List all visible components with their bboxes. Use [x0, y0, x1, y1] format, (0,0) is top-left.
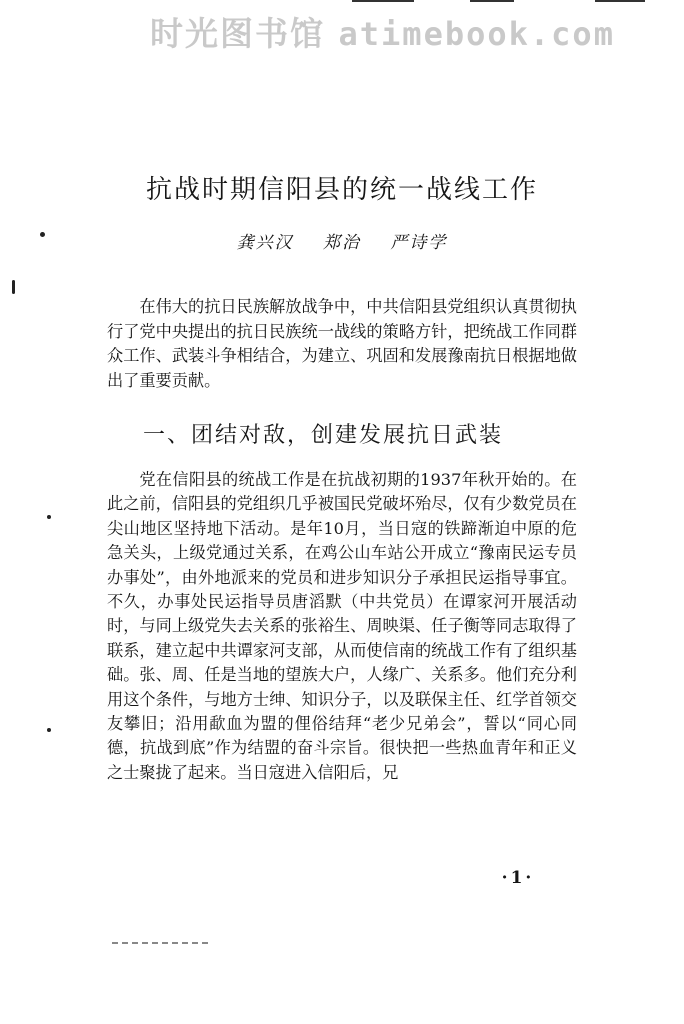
- intro-paragraph: 在伟大的抗日民族解放战争中，中共信阳县党组织认真贯彻执行了党中央提出的抗日民族统一战线的策略方针，把统战工作同群众工作、武装斗争相结合，为建立、巩固和发展豫南抗日根据地做出了重要贡献。: [107, 297, 577, 390]
- body-paragraph: 党在信阳县的统战工作是在抗战初期的1937年秋开始的。在此之前，信阳县的党组织几乎被国民党破坏殆尽，仅有少数党员在尖山地区坚持地下活动。是年10月，当日寇的铁蹄渐迫中原的危急关头，上级党通过关系，在鸡公山车站公开成立“豫南民运专员办事处”，由外地派来的党员和进步知识分子承担民运指导事宜。不久，办事处民运指导员唐滔默（中共党员）在谭家河开展活动时，与同上级党失去关系的张裕生、周映渠、任子衡等同志取得了联系，建立起中共谭家河支部，从而使信南的统战工作有了组织基础。张、周、任是当地的望族大户，人缘广、关系多。他们充分利用这个条件，与地方士绅、知识分子，以及联保主任、红学首领交友攀旧；沿用歃血为盟的俚俗结拜“老少兄弟会”，誓以“同心同德，抗战到底”作为结盟的奋斗宗旨。很快把一些热血青年和正义之士聚拢了起来。当日寇进入信阳后，兄: [107, 470, 577, 782]
- watermark-url: atimebook.com: [338, 15, 615, 53]
- scan-speck: [47, 515, 51, 519]
- top-scan-rule: [470, 0, 514, 2]
- page-number: ·1·: [501, 868, 535, 888]
- author-name: 郑治: [323, 233, 361, 253]
- scan-speck: [47, 728, 51, 732]
- author-name: 龚兴汉: [236, 233, 294, 253]
- top-scan-rule: [352, 0, 414, 2]
- scan-speck: [12, 280, 15, 294]
- author-name: 严诗学: [390, 233, 448, 253]
- section-heading: 一、团结对敌，创建发展抗日武装: [143, 423, 504, 448]
- scan-dash-line: [112, 942, 208, 944]
- article-title: 抗战时期信阳县的统一战线工作: [145, 175, 538, 205]
- top-scan-rule: [595, 0, 645, 2]
- scan-speck: [40, 232, 45, 237]
- watermark-chinese: 时光图书馆: [150, 14, 325, 53]
- watermark: [150, 12, 684, 56]
- author-list: [0, 229, 684, 257]
